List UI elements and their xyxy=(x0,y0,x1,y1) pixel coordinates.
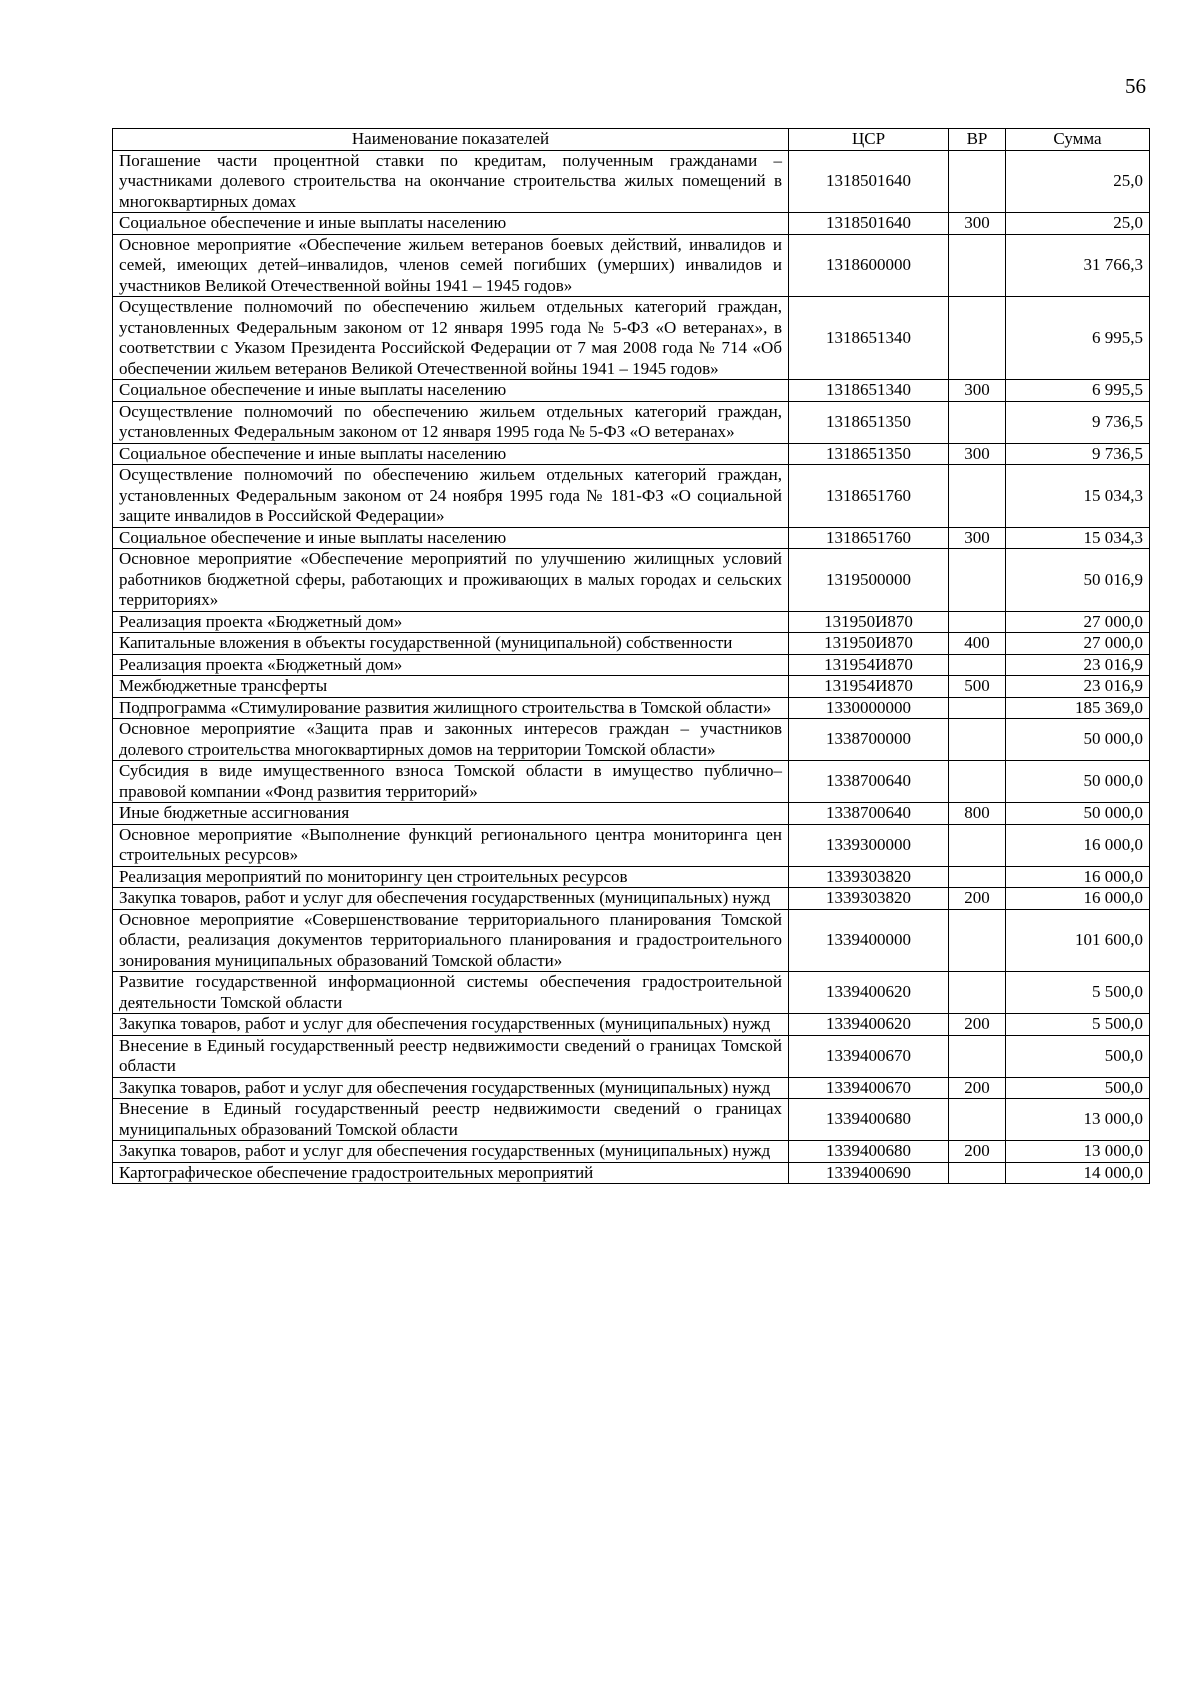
cell-sum: 9 736,5 xyxy=(1006,401,1150,443)
table-row xyxy=(113,719,1150,761)
cell-vr xyxy=(949,611,1006,633)
cell-name: Основное мероприятие «Обеспечение жильем ветеранов боевых действий, инвалидов и семей, имеющих детей–инвалидов, членов семей погибших (умерших) инвалидов и участников Великой Отечественной войны 1941 – 1945 годов» xyxy=(113,234,789,297)
cell-vr: 200 xyxy=(949,1141,1006,1163)
cell-name: Основное мероприятие «Защита прав и законных интересов граждан – участников долевого строительства многоквартирных домов на территории Томской области» xyxy=(113,719,789,761)
table-row xyxy=(113,527,1150,549)
cell-vr xyxy=(949,697,1006,719)
cell-sum: 500,0 xyxy=(1006,1077,1150,1099)
cell-sum: 500,0 xyxy=(1006,1035,1150,1077)
cell-csr: 1339400000 xyxy=(789,909,949,972)
cell-name: Социальное обеспечение и иные выплаты населению xyxy=(113,380,789,402)
table-row xyxy=(113,761,1150,803)
table-row xyxy=(113,866,1150,888)
cell-csr: 1339400690 xyxy=(789,1162,949,1184)
cell-csr: 1339303820 xyxy=(789,866,949,888)
cell-csr: 1339400670 xyxy=(789,1077,949,1099)
cell-sum: 13 000,0 xyxy=(1006,1141,1150,1163)
cell-sum: 14 000,0 xyxy=(1006,1162,1150,1184)
table-body xyxy=(113,150,1150,1184)
cell-vr: 400 xyxy=(949,633,1006,655)
cell-csr: 131954И870 xyxy=(789,676,949,698)
cell-name: Капитальные вложения в объекты государственной (муниципальной) собственности xyxy=(113,633,789,655)
cell-name: Закупка товаров, работ и услуг для обеспечения государственных (муниципальных) нужд xyxy=(113,888,789,910)
table-row xyxy=(113,1162,1150,1184)
cell-csr: 1318651340 xyxy=(789,297,949,380)
cell-name: Закупка товаров, работ и услуг для обеспечения государственных (муниципальных) нужд xyxy=(113,1077,789,1099)
cell-sum: 50 000,0 xyxy=(1006,719,1150,761)
cell-name: Реализация проекта «Бюджетный дом» xyxy=(113,611,789,633)
cell-sum: 50 000,0 xyxy=(1006,761,1150,803)
cell-vr: 200 xyxy=(949,888,1006,910)
cell-vr xyxy=(949,1035,1006,1077)
table-row xyxy=(113,1035,1150,1077)
cell-name: Социальное обеспечение и иные выплаты населению xyxy=(113,443,789,465)
cell-sum: 101 600,0 xyxy=(1006,909,1150,972)
cell-csr: 1339400680 xyxy=(789,1141,949,1163)
page-number: 56 xyxy=(1125,74,1146,98)
table-row xyxy=(113,676,1150,698)
table-row xyxy=(113,1077,1150,1099)
cell-vr xyxy=(949,719,1006,761)
cell-sum: 15 034,3 xyxy=(1006,527,1150,549)
cell-sum: 13 000,0 xyxy=(1006,1099,1150,1141)
cell-sum: 6 995,5 xyxy=(1006,297,1150,380)
cell-csr: 1318651340 xyxy=(789,380,949,402)
cell-name: Социальное обеспечение и иные выплаты населению xyxy=(113,527,789,549)
cell-vr xyxy=(949,824,1006,866)
header-name: Наименование показателей xyxy=(113,129,789,151)
cell-csr: 1338700640 xyxy=(789,803,949,825)
header-csr: ЦСР xyxy=(789,129,949,151)
cell-vr xyxy=(949,465,1006,528)
table-row xyxy=(113,443,1150,465)
cell-name: Реализация мероприятий по мониторингу цен строительных ресурсов xyxy=(113,866,789,888)
cell-csr: 1338700000 xyxy=(789,719,949,761)
cell-csr: 1318501640 xyxy=(789,213,949,235)
table-row xyxy=(113,401,1150,443)
cell-sum: 5 500,0 xyxy=(1006,972,1150,1014)
cell-name: Закупка товаров, работ и услуг для обеспечения государственных (муниципальных) нужд xyxy=(113,1014,789,1036)
cell-name: Осуществление полномочий по обеспечению жильем отдельных категорий граждан, установленных Федеральным законом от 12 января 1995 года № 5-ФЗ «О ветеранах», в соответствии с Указом Президента Российской Федерации от 7 мая 2008 года № 714 «Об обеспечении жильем ветеранов Великой Отечественной войны 1941 – 1945 годов» xyxy=(113,297,789,380)
budget-table xyxy=(112,128,1150,1184)
header-vr: ВР xyxy=(949,129,1006,151)
cell-csr: 1318501640 xyxy=(789,150,949,213)
cell-csr: 131950И870 xyxy=(789,611,949,633)
cell-sum: 23 016,9 xyxy=(1006,654,1150,676)
table-row xyxy=(113,909,1150,972)
cell-sum: 50 016,9 xyxy=(1006,549,1150,612)
cell-csr: 1339300000 xyxy=(789,824,949,866)
cell-sum: 5 500,0 xyxy=(1006,1014,1150,1036)
table-row xyxy=(113,697,1150,719)
cell-vr xyxy=(949,150,1006,213)
cell-name: Развитие государственной информационной системы обеспечения градостроительной деятельности Томской области xyxy=(113,972,789,1014)
cell-name: Социальное обеспечение и иные выплаты населению xyxy=(113,213,789,235)
cell-sum: 31 766,3 xyxy=(1006,234,1150,297)
cell-sum: 16 000,0 xyxy=(1006,824,1150,866)
table-row xyxy=(113,213,1150,235)
cell-vr: 300 xyxy=(949,527,1006,549)
cell-vr xyxy=(949,866,1006,888)
cell-csr: 1330000000 xyxy=(789,697,949,719)
cell-csr: 131950И870 xyxy=(789,633,949,655)
cell-name: Подпрограмма «Стимулирование развития жилищного строительства в Томской области» xyxy=(113,697,789,719)
cell-sum: 27 000,0 xyxy=(1006,611,1150,633)
cell-vr: 800 xyxy=(949,803,1006,825)
cell-name: Субсидия в виде имущественного взноса Томской области в имущество публично–правовой компании «Фонд развития территорий» xyxy=(113,761,789,803)
cell-name: Межбюджетные трансферты xyxy=(113,676,789,698)
cell-sum: 16 000,0 xyxy=(1006,866,1150,888)
cell-name: Погашение части процентной ставки по кредитам, полученным гражданами – участниками долевого строительства на окончание строительства жилых помещений в многоквартирных домах xyxy=(113,150,789,213)
cell-csr: 1338700640 xyxy=(789,761,949,803)
table-row xyxy=(113,380,1150,402)
table-header-row xyxy=(113,129,1150,151)
cell-vr xyxy=(949,401,1006,443)
table-row xyxy=(113,611,1150,633)
cell-csr: 1339400620 xyxy=(789,972,949,1014)
table-row xyxy=(113,234,1150,297)
cell-name: Внесение в Единый государственный реестр недвижимости сведений о границах Томской области xyxy=(113,1035,789,1077)
cell-sum: 25,0 xyxy=(1006,213,1150,235)
cell-name: Основное мероприятие «Совершенствование территориального планирования Томской области, реализация документов территориального планирования и градостроительного зонирования муниципальных образований Томской области» xyxy=(113,909,789,972)
cell-csr: 1318651350 xyxy=(789,401,949,443)
cell-vr: 300 xyxy=(949,213,1006,235)
cell-csr: 1318600000 xyxy=(789,234,949,297)
cell-sum: 185 369,0 xyxy=(1006,697,1150,719)
table-row xyxy=(113,465,1150,528)
cell-sum: 9 736,5 xyxy=(1006,443,1150,465)
cell-vr xyxy=(949,297,1006,380)
table-row xyxy=(113,633,1150,655)
table-row xyxy=(113,1014,1150,1036)
cell-vr xyxy=(949,761,1006,803)
cell-csr: 1339303820 xyxy=(789,888,949,910)
cell-vr xyxy=(949,909,1006,972)
table-row xyxy=(113,1141,1150,1163)
table-row xyxy=(113,549,1150,612)
cell-name: Иные бюджетные ассигнования xyxy=(113,803,789,825)
cell-sum: 6 995,5 xyxy=(1006,380,1150,402)
table-row xyxy=(113,803,1150,825)
cell-sum: 15 034,3 xyxy=(1006,465,1150,528)
cell-csr: 1339400680 xyxy=(789,1099,949,1141)
cell-csr: 1318651760 xyxy=(789,527,949,549)
cell-name: Осуществление полномочий по обеспечению жильем отдельных категорий граждан, установленных Федеральным законом от 12 января 1995 года № 5-ФЗ «О ветеранах» xyxy=(113,401,789,443)
cell-vr xyxy=(949,654,1006,676)
cell-vr: 200 xyxy=(949,1077,1006,1099)
table-row xyxy=(113,972,1150,1014)
table-row xyxy=(113,654,1150,676)
cell-sum: 27 000,0 xyxy=(1006,633,1150,655)
table-row xyxy=(113,888,1150,910)
cell-name: Картографическое обеспечение градостроительных мероприятий xyxy=(113,1162,789,1184)
cell-name: Закупка товаров, работ и услуг для обеспечения государственных (муниципальных) нужд xyxy=(113,1141,789,1163)
cell-vr xyxy=(949,1099,1006,1141)
table-row xyxy=(113,297,1150,380)
cell-sum: 25,0 xyxy=(1006,150,1150,213)
header-sum: Сумма xyxy=(1006,129,1150,151)
cell-name: Внесение в Единый государственный реестр недвижимости сведений о границах муниципальных образований Томской области xyxy=(113,1099,789,1141)
cell-csr: 1319500000 xyxy=(789,549,949,612)
cell-vr: 200 xyxy=(949,1014,1006,1036)
table-row xyxy=(113,150,1150,213)
cell-name: Реализация проекта «Бюджетный дом» xyxy=(113,654,789,676)
cell-vr xyxy=(949,549,1006,612)
cell-csr: 1339400620 xyxy=(789,1014,949,1036)
cell-sum: 16 000,0 xyxy=(1006,888,1150,910)
cell-sum: 50 000,0 xyxy=(1006,803,1150,825)
cell-vr: 300 xyxy=(949,443,1006,465)
cell-csr: 1339400670 xyxy=(789,1035,949,1077)
cell-csr: 1318651350 xyxy=(789,443,949,465)
cell-name: Осуществление полномочий по обеспечению жильем отдельных категорий граждан, установленных Федеральным законом от 24 ноября 1995 года № 181-ФЗ «О социальной защите инвалидов в Российской Федерации» xyxy=(113,465,789,528)
cell-name: Основное мероприятие «Обеспечение мероприятий по улучшению жилищных условий работников бюджетной сферы, работающих и проживающих в малых городах и сельских территориях» xyxy=(113,549,789,612)
cell-csr: 1318651760 xyxy=(789,465,949,528)
cell-vr xyxy=(949,234,1006,297)
cell-csr: 131954И870 xyxy=(789,654,949,676)
cell-vr xyxy=(949,972,1006,1014)
table-row xyxy=(113,824,1150,866)
cell-vr xyxy=(949,1162,1006,1184)
cell-vr: 300 xyxy=(949,380,1006,402)
table-row xyxy=(113,1099,1150,1141)
cell-name: Основное мероприятие «Выполнение функций регионального центра мониторинга цен строительных ресурсов» xyxy=(113,824,789,866)
cell-sum: 23 016,9 xyxy=(1006,676,1150,698)
cell-vr: 500 xyxy=(949,676,1006,698)
